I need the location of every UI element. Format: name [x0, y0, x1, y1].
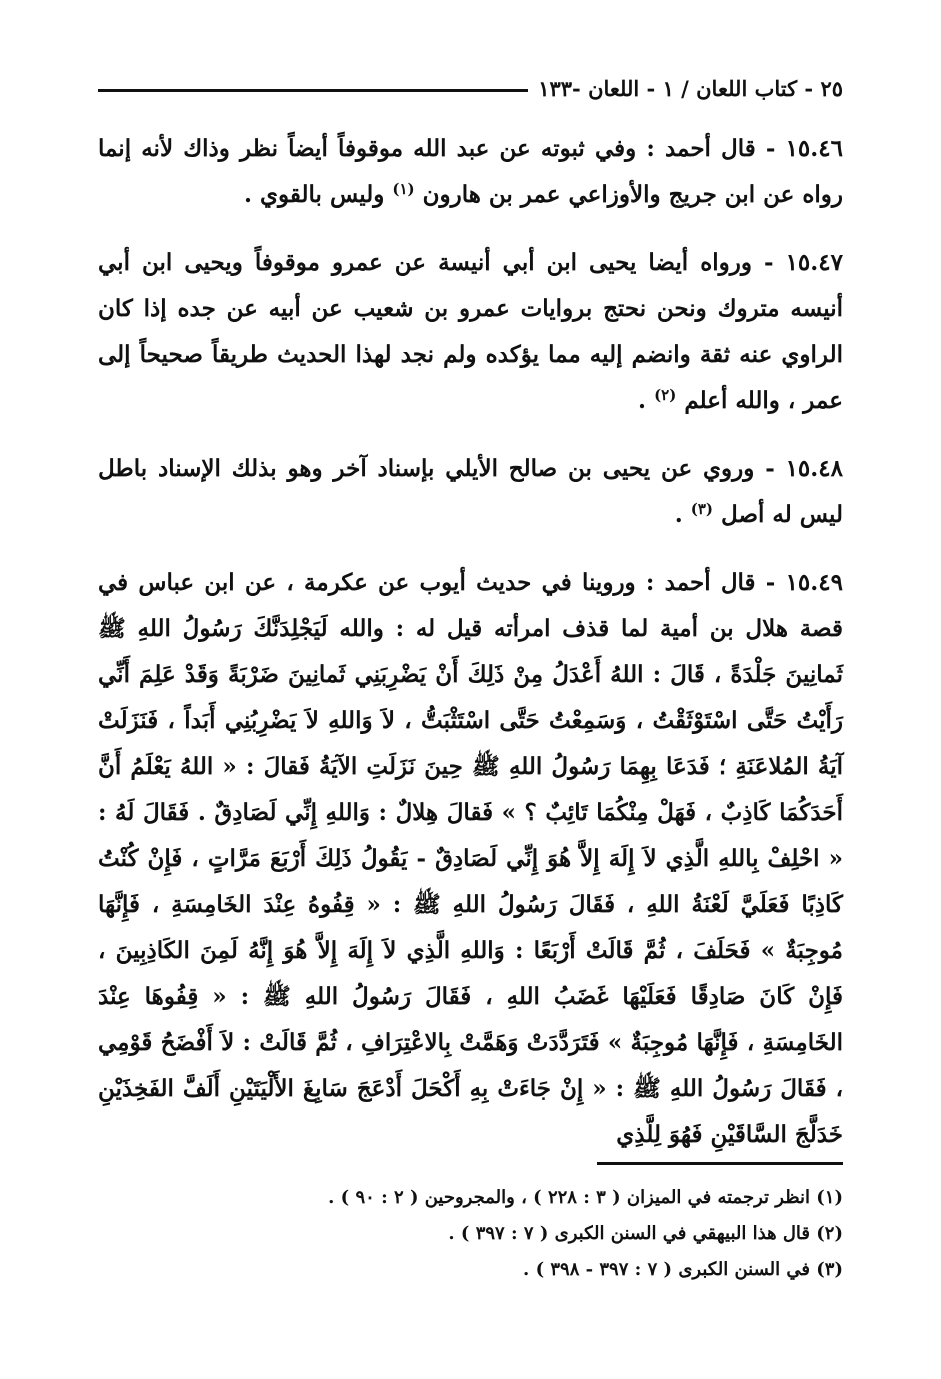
paragraph-15-47 [98, 240, 843, 424]
paragraph-number: ١٥.٤٨ [785, 455, 843, 482]
footnote-ref[interactable]: (١) [392, 180, 415, 198]
footnote-ref[interactable]: (٣) [690, 500, 714, 518]
footnotes [98, 1180, 843, 1288]
paragraph-15-46 [98, 126, 843, 218]
paragraph-text-after: . [674, 501, 691, 528]
paragraph-number: ١٥.٤٧ [785, 249, 843, 276]
footnote-ref[interactable]: (٢) [654, 386, 677, 404]
footnote-1: (١) انظر ترجمته في الميزان ( ٣ : ٢٢٨ ) ، والمجروحين ( ٢ : ٩٠ ) . [328, 1187, 843, 1208]
paragraph-text: - وروي عن يحيى بن صالح الأيلي بإسناد آخر وهو بذلك الإسناد باطل ليس له أصل [98, 455, 843, 528]
footnote-separator [597, 1162, 843, 1165]
paragraph-15-49 [98, 560, 843, 1158]
footnote-3: (٣) في السنن الكبرى ( ٧ : ٣٩٧ - ٣٩٨ ) . [523, 1259, 843, 1280]
paragraph-text-after: . [638, 387, 655, 414]
paragraph-text: - قال أحمد : وروينا في حديث أيوب عن عكرمة ، عن ابن عباس في قصة هلال بن أمية لما قذف امرأته قيل له : والله لَيَجْلِدَنَّكَ رَسُولُ اللهِ ﷺ ثَمانِينَ جَلْدَةً ، قَالَ : اللهُ أَعْدَلُ مِنْ ذَلِكَ أَنْ يَضْرِبَنِي ثَمانِينَ ضَرْبَةً وَقَدْ عَلِمَ أَنِّي رَأَيْتُ حَتَّى اسْتَوْثَقْتُ ، وَسَمِعْتُ حَتَّى اسْتَثْبَتُّ ، لاَ وَاللهِ لاَ يَضْرِبُنِي أَبَداً ، فَنَزَلَتْ آيَةُ المُلاعَنَةِ ؛ فَدَعَا بِهِمَا رَسُولُ اللهِ ﷺ حِينَ نَزَلَتِ الآيَةُ فَقالَ : « اللهُ يَعْلَمُ أَنَّ أَحَدَكُمَا كَاذِبٌ ، فَهَلْ مِنْكُمَا تَائِبٌ ؟ » فَقالَ هِلالٌ : وَاللهِ إِنِّي لَصَادِقٌ . فَقَالَ لَهُ : « احْلِفْ بِاللهِ الَّذِي لاَ إِلَهَ إِلاَّ هُوَ إِنِّي لَصَادِقٌ - يَقُولُ ذَلِكَ أَرْبَعَ مَرَّاتٍ ، فَإِنْ كُنْتُ كَاذِبًا فَعَلَيَّ لَعْنَةُ اللهِ ، فَقَالَ رَسُولُ اللهِ ﷺ : « قِفُوهُ عِنْدَ الخَامِسَةِ ، فَإِنَّهَا مُوجِبَةٌ » فَحَلَفَ ، ثُمَّ قَالَتْ أَرْبَعًا : وَاللهِ الَّذِي لاَ إِلَهَ إِلاَّ هُوَ إِنَّهُ لَمِنَ الكَاذِبِينَ ، فَإِنْ كَانَ صَادِقًا فَعَلَيْهَا غَضَبُ اللهِ ، فَقَالَ رَسُولُ اللهِ ﷺ : « قِفُوهَا عِنْدَ الخَامِسَةِ ، فَإِنَّهَا مُوجِبَةٌ » فَتَرَدَّدَتْ وَهَمَّتْ بِالاعْتِرَافِ ، ثُمَّ قَالَتْ : لاَ أَفْضَحُ قَوْمِي ، فَقَالَ رَسُولُ اللهِ ﷺ : « إِنْ جَاءَتْ بِهِ أَكْحَلَ أَدْعَجَ سَابِغَ الأَلْيَتَيْنِ أَلَفَّ الفَخِذَيْنِ خَدَلَّجَ السَّاقَيْنِ فَهُوَ لِلَّذِي [98, 569, 843, 1148]
paragraph-number: ١٥.٤٩ [785, 569, 843, 596]
footnote-2: (٢) قال هذا البيهقي في السنن الكبرى ( ٧ : ٣٩٧ ) . [448, 1223, 843, 1244]
header-rule [98, 89, 528, 92]
running-header [98, 68, 843, 108]
header-text: ٢٥ - كتاب اللعان / ١ - اللعان -١٣٣ [538, 75, 843, 101]
paragraph-text: - قال أحمد : وفي ثبوته عن عبد الله موقوفاً أيضاً نظر وذاك لأنه إنما رواه عن ابن جريج والأوزاعي عمر بن هارون [98, 135, 843, 208]
paragraph-number: ١٥.٤٦ [785, 135, 843, 162]
paragraph-15-48 [98, 446, 843, 538]
paragraph-text: - ورواه أيضا يحيى ابن أبي أنيسة عن عمرو موقوفاً ويحيى ابن أبي أنيسه متروك ونحن نحتج بروايات عمرو بن شعيب عن أبيه عن جده إذا كان الراوي عنه ثقة وانضم إليه مما يؤكده ولم نجد لهذا الحديث طريقاً صحيحاً إلى عمر ، والله أعلم [98, 249, 843, 414]
paragraph-text-after: وليس بالقوي . [244, 181, 393, 208]
main-text [98, 126, 843, 1158]
